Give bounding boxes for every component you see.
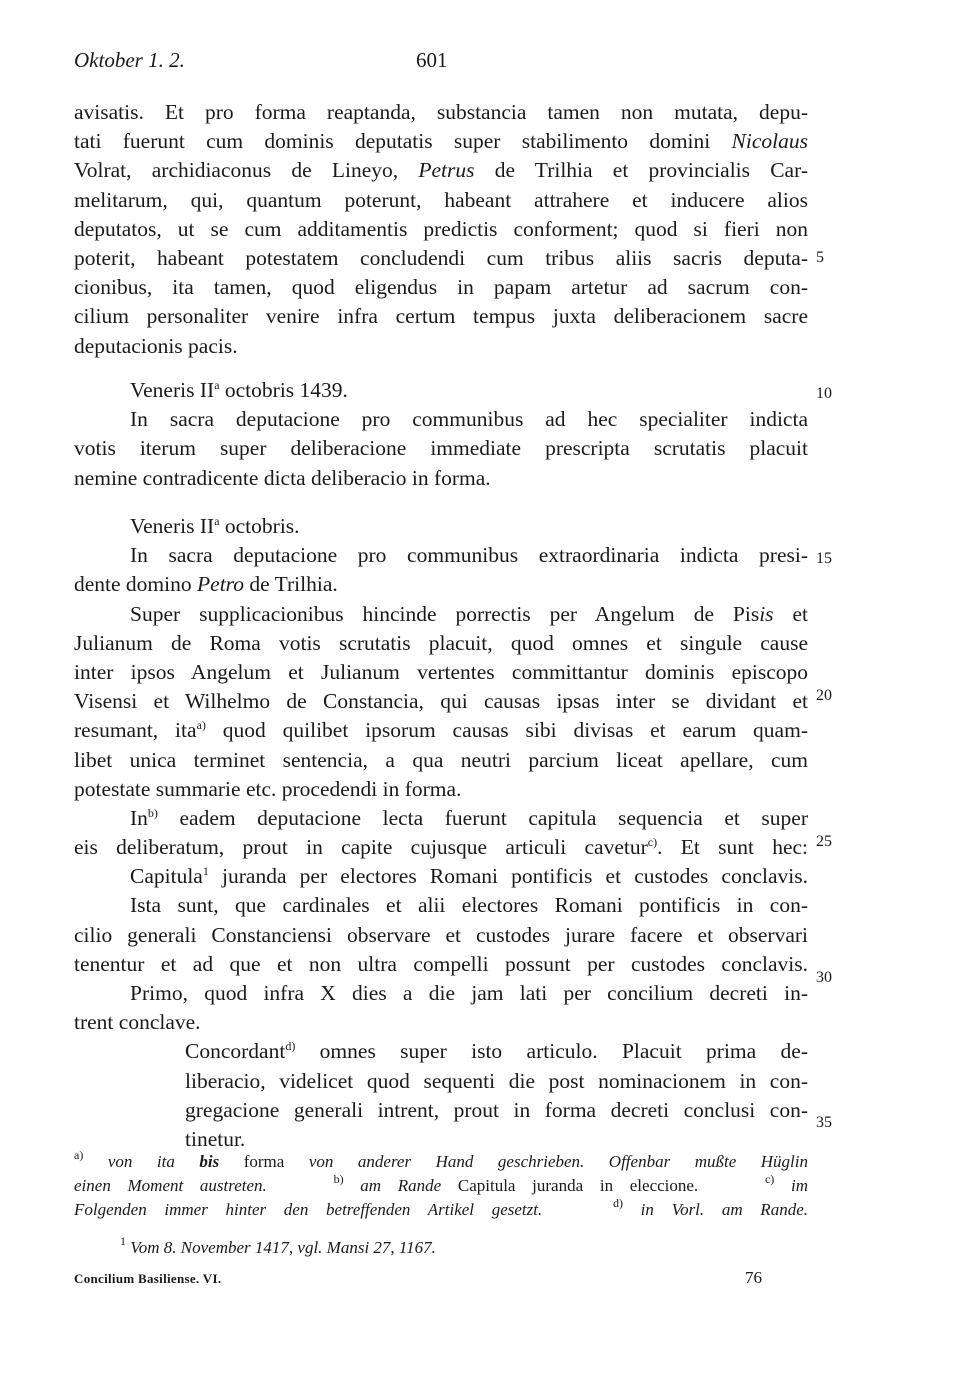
page-number: 601	[416, 48, 448, 72]
text-line: liberacio, videlicet quod sequenti die post nominacionem in con-	[185, 1068, 808, 1093]
text-line: tinetur.	[185, 1126, 246, 1151]
text-line: Visensi et Wilhelmo de Constancia, qui causas ipsas inter se dividant et	[74, 689, 808, 714]
footnote-ref-c: c)	[647, 835, 658, 850]
date-heading-1	[74, 376, 808, 493]
footnote-c-d: Folgenden immer hinter den betreffenden Artikel gesetzt. $^{d)}$ in Vorl. am Rande.	[74, 1196, 808, 1219]
text-line: tati fuerunt cum dominis deputatis super stabilimento domini Nicolaus	[74, 129, 808, 154]
line-number: 15	[816, 550, 832, 567]
text-line: Concordant$^{d)}$ omnes super isto articulo. Placuit prima de-	[185, 1039, 808, 1064]
line-number: 10	[816, 385, 832, 402]
text-line: deputatos, ut se cum additamentis predictis conforment; quod si fieri non	[74, 216, 808, 241]
text-line: In$^{b)}$ eadem deputacione lecta fuerunt capitula sequencia et super	[130, 805, 808, 830]
text-line: dente domino Petro de Trilhia.	[74, 572, 338, 597]
text-line: trent conclave.	[74, 1010, 201, 1035]
sheet-number: 76	[745, 1268, 762, 1287]
text-line: cilium personaliter venire infra certum tempus juxta deliberacionem sacre	[74, 304, 808, 329]
line-number: 35	[816, 1114, 832, 1131]
text-line: Primo, quod infra X dies a die jam lati per concilium decreti in-	[130, 981, 808, 1005]
footnote-a: $^{a)}$ von ita bis forma von anderer Hand geschrieben. Offenbar mußte Hüglin	[74, 1148, 808, 1171]
text-line: nemine contradicente dicta deliberacio in forma.	[74, 465, 491, 490]
line-number: 30	[816, 969, 832, 986]
text-line: libet unica terminet sentencia, a qua neutri parcium liceat apellare, cum	[74, 747, 808, 772]
text-line: cionibus, ita tamen, quod eligendus in papam artetur ad sacrum con-	[74, 275, 808, 300]
text-line: In sacra deputacione pro communibus extraordinaria indicta presi-	[130, 543, 808, 568]
text-line: deputacionis pacis.	[74, 333, 238, 358]
text-line: cilio generali Constanciensi observare et custodes jurare facere et observari	[74, 922, 808, 947]
text-line: Super supplicacionibus hincinde porrectis per Angelum de Pisis et	[130, 601, 808, 626]
text-line: melitarum, qui, quantum poterunt, habeant attrahere et inducere alios	[74, 187, 808, 212]
source-footnote: $^1$ Vom 8. November 1417, vgl. Mansi 27, 1167.	[120, 1234, 436, 1257]
line-number: 5	[816, 249, 824, 266]
text-line: inter ipsos Angelum et Julianum vertentes committantur dominis episcopo	[74, 659, 808, 684]
text-line: Capitula$^1$ juranda per electores Romani pontificis et custodes conclavis.	[130, 864, 808, 889]
text-line: Volrat, archidiaconus de Lineyo, Petrus de Trilhia et provincialis Car-	[74, 158, 808, 183]
text-line: potestate summarie etc. procedendi in forma.	[74, 776, 462, 801]
text-line: tenentur et ad que et non ultra compelli possunt per custodes conclavis.	[74, 951, 808, 976]
footnote-ref-1: 1	[202, 864, 209, 879]
date-line: Veneris $II^a$ octobris 1439.	[130, 378, 348, 402]
sheet-signature: Concilium Basiliense. VI.	[74, 1271, 222, 1286]
text-line: poterit, habeant potestatem concludendi cum tribus aliis sacris deputa-	[74, 245, 808, 270]
text-line: eis deliberatum, prout in capite cujusque articuli cavetur$^{c)}$. Et sunt hec:	[74, 835, 808, 860]
date-line: Veneris $II^a$ octobris.	[130, 514, 300, 538]
text-line: Julianum de Roma votis scrutatis placuit, quod omnes et singule cause	[74, 630, 808, 655]
apparatus-footnotes	[74, 1150, 808, 1222]
text-line: votis iterum super deliberacione immediate prescripta scrutatis placuit	[74, 436, 808, 461]
footnote-b-c: einen Moment austreten. $^{b)}$ am Rande Capitula juranda in eleccione. $^{c)}$ im	[74, 1172, 808, 1195]
text-line: resumant, ita$^{a)}$ quod quilibet ipsorum causas sibi divisas et earum quam-	[74, 718, 808, 743]
paragraph-1	[74, 98, 808, 361]
footnote-ref-d: d)	[285, 1039, 296, 1054]
text-line: avisatis. Et pro forma reaptanda, substancia tamen non mutata, depu-	[74, 100, 808, 124]
name-petrus: Petrus	[418, 158, 475, 183]
footnote-ref-a: a)	[196, 718, 206, 733]
footnote-ref-b: b)	[147, 805, 158, 820]
running-head: Oktober 1. 2.	[74, 48, 185, 72]
text-line: gregacione generali intrent, prout in forma decreti conclusi con-	[185, 1097, 808, 1122]
name-nicolaus: Nicolaus	[731, 129, 808, 154]
text-line: Ista sunt, que cardinales et alii electores Romani pontificis in con-	[130, 893, 808, 918]
date-heading-2	[74, 512, 808, 1154]
line-number: 25	[816, 833, 832, 850]
line-number: 20	[816, 687, 832, 704]
text-line: In sacra deputacione pro communibus ad hec specialiter indicta	[130, 407, 808, 432]
